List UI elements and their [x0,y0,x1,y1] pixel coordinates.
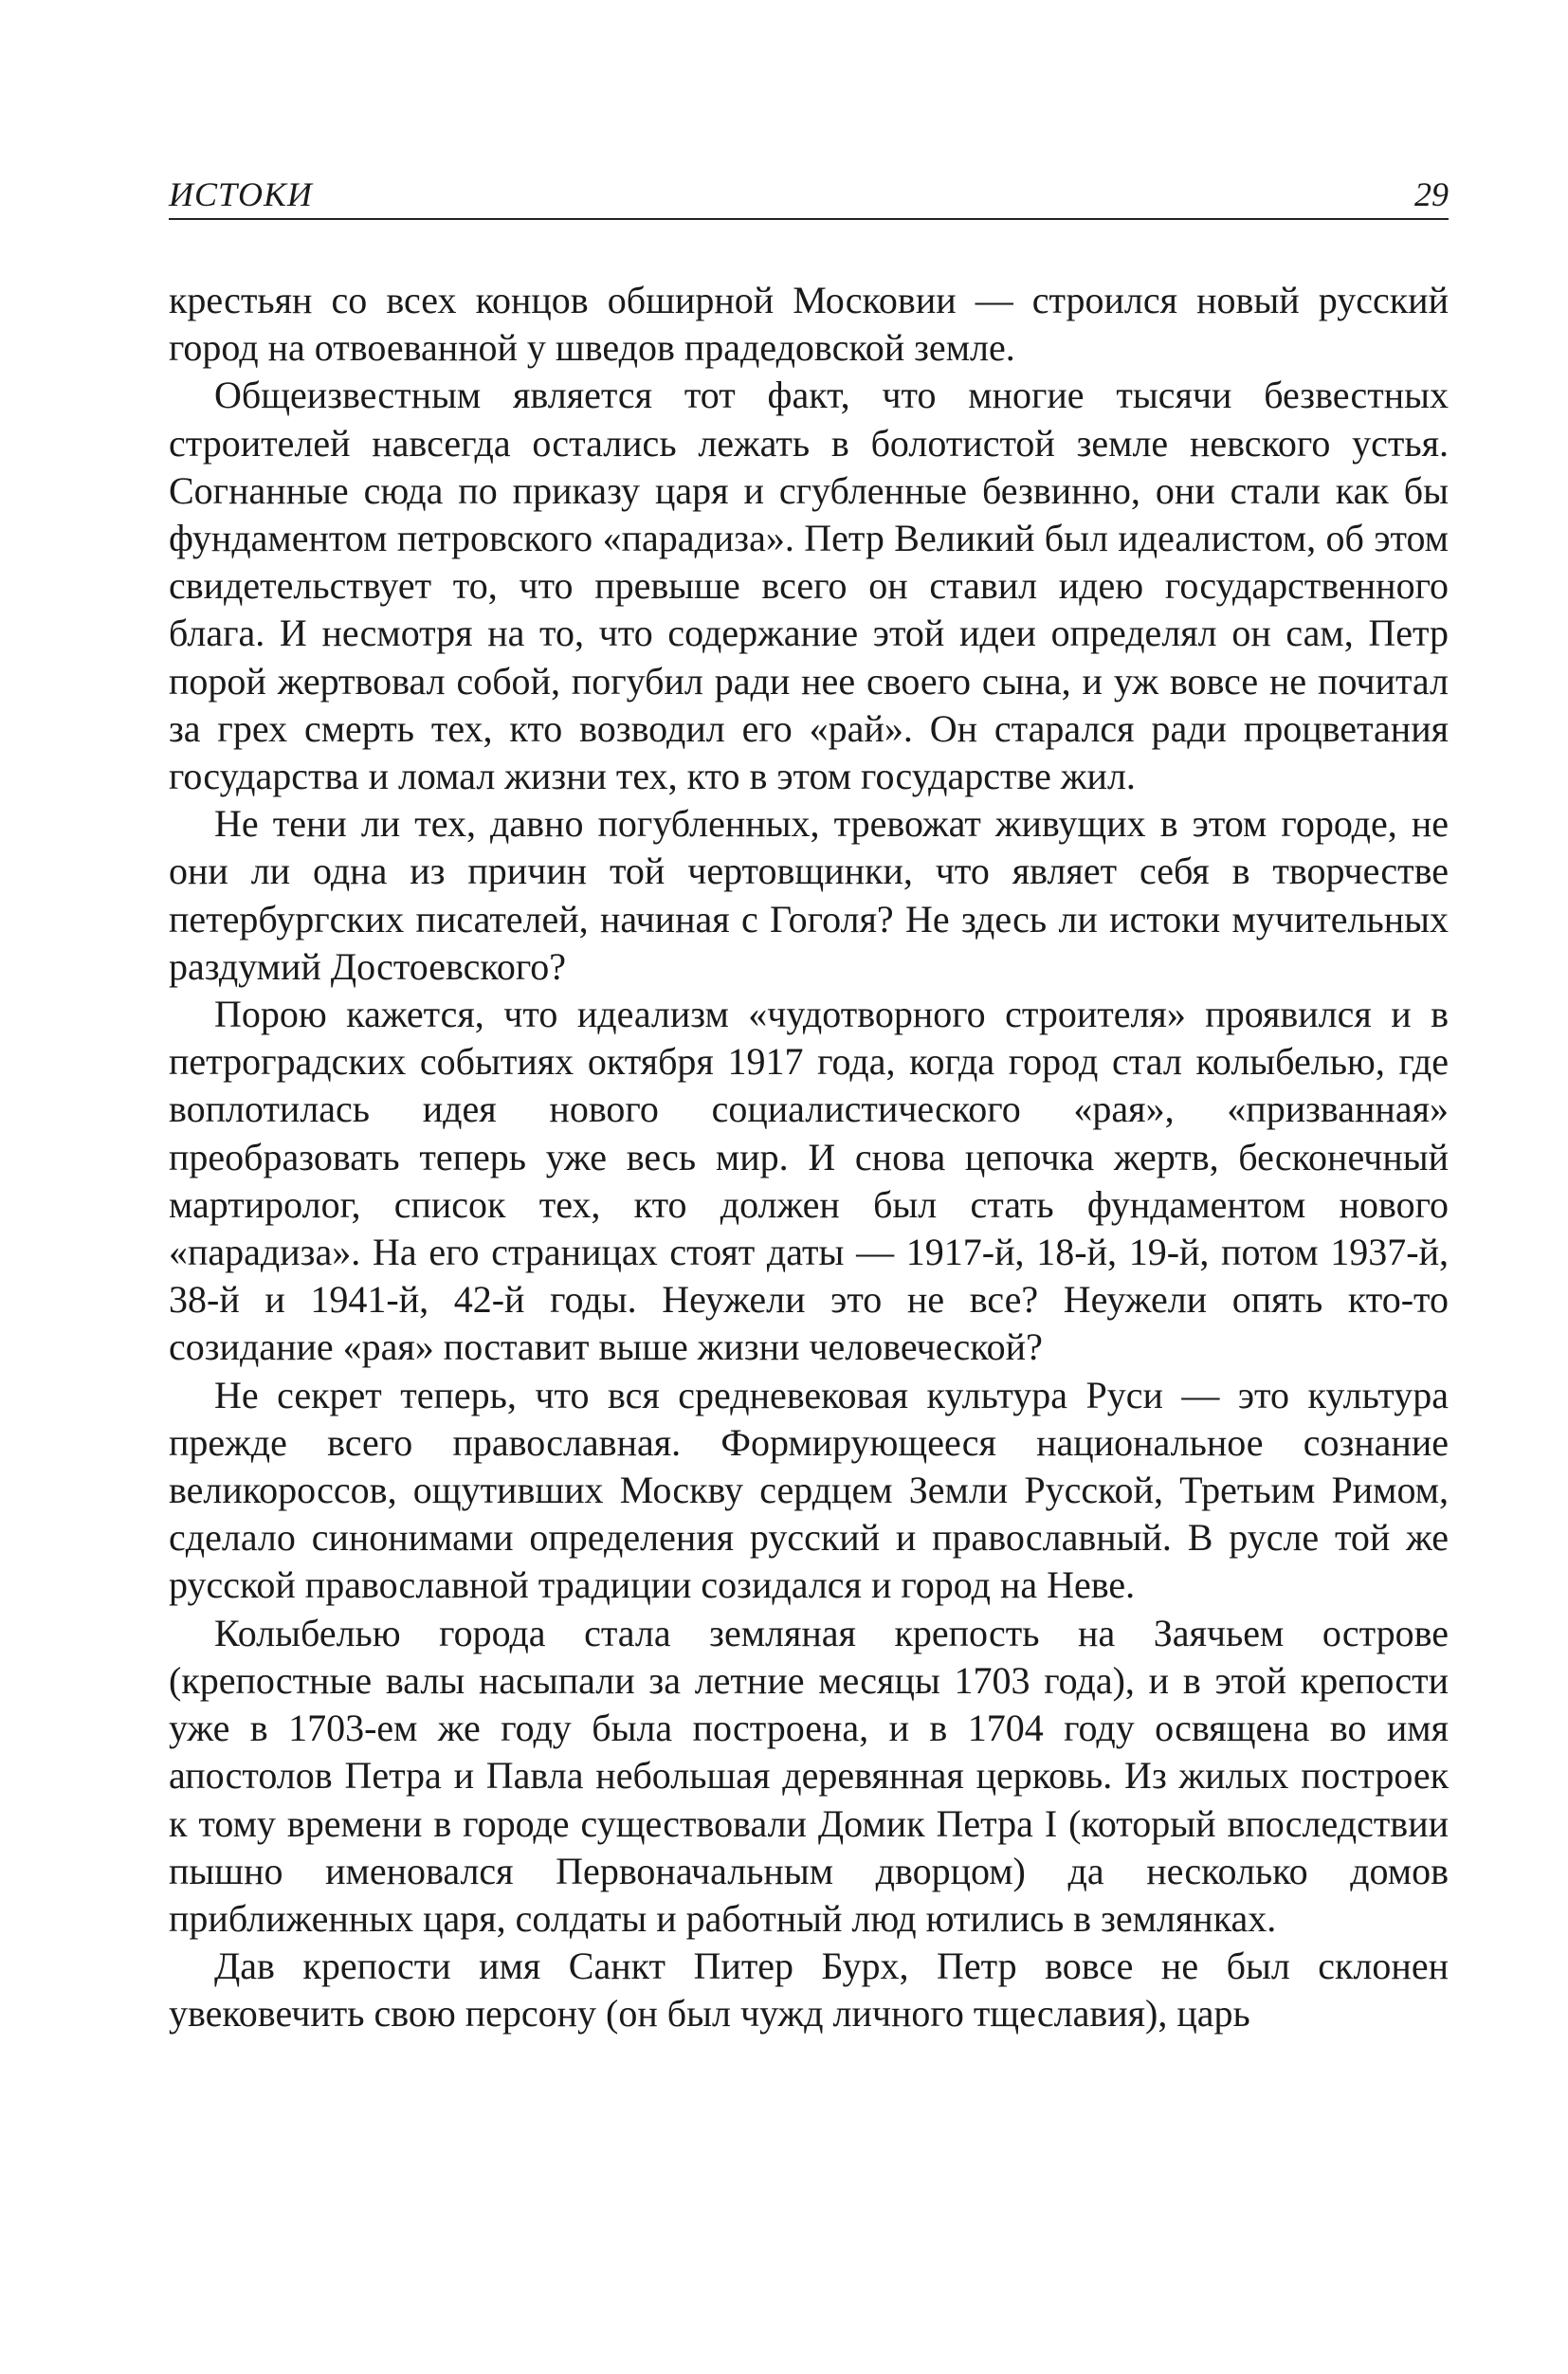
paragraph: Порою кажется, что идеализм «чудотворного строителя» проявился и в петроградских событиях октября 1917 года, когда город стал колыбелью, где воплотилась идея нового социалистического «рая», «призванная» преобразовать теперь уже весь мир. И снова цепочка жертв, бесконечный мартиролог, список тех, кто должен был стать фундаментом нового «парадиза». На его страницах стоят даты — 1917-й, 18-й, 19-й, потом 1937-й, 38-й и 1941-й, 42-й годы. Неужели это не все? Неужели опять кто-то созидание «рая» поставит выше жизни человеческой? [169,993,1449,1369]
paragraph: Общеизвестным является тот факт, что многие тысячи безвестных строителей навсегда остались лежать в болотистой земле невского устья. Согнанные сюда по приказу царя и сгубленные безвинно, они стали как бы фундаментом петровского «парадиза». Петр Великий был идеалистом, об этом свидетельствует то, что превыше всего он ставил идею государственного блага. И несмотря на то, что содержание этой идеи определял он сам, Петр порой жертвовал собой, погубил ради нее своего сына, и уж вовсе не почитал за грех смерть тех, кто возводил его «рай». Он старался ради процветания государства и ломал жизни тех, кто в этом государстве жил. [169,374,1449,798]
chapter-title: ИСТОКИ [169,175,313,213]
paragraph: Колыбелью города стала земляная крепость на Заячьем острове (крепостные валы насыпали за летние месяцы 1703 года), и в этой крепости уже в 1703-ем же году была построена, и в 1704 году освящена во имя апостолов Петра и Павла небольшая деревянная церковь. Из жилых построек к тому времени в городе существовали Домик Петра I (который впоследствии пышно именовался Первоначальным дворцом) да несколько домов приближенных царя, солдаты и работный люд ютились в землянках. [169,1611,1449,1940]
paragraph: Не тени ли тех, давно погубленных, тревожат живущих в этом городе, не они ли одна из причин той чертовщинки, что являет себя в творчестве петербургских писателей, начиная с Гоголя? Не здесь ли истоки мучительных раздумий Достоевского? [169,802,1449,988]
page-number: 29 [1414,175,1449,213]
book-page [169,161,1449,2038]
running-header [169,161,1449,220]
paragraph: Не секрет теперь, что вся средневековая культура Руси — это культура прежде всего православная. Формирующееся национальное сознание великороссов, ощутивших Москву сердцем Земли Русской, Третьим Римом, сделало синонимами определения русский и православный. В русле той же русской православной традиции созидался и город на Неве. [169,1373,1449,1607]
paragraph: Дав крепости имя Санкт Питер Бурх, Петр вовсе не был склонен увековечить свою персону (он был чужд личного тщеславия), царь [169,1945,1449,2036]
body-text [169,277,1449,2038]
paragraph: крестьян со всех концов обширной Московии — строился новый русский город на отвоеванной у шведов прадедовской земле. [169,279,1449,370]
